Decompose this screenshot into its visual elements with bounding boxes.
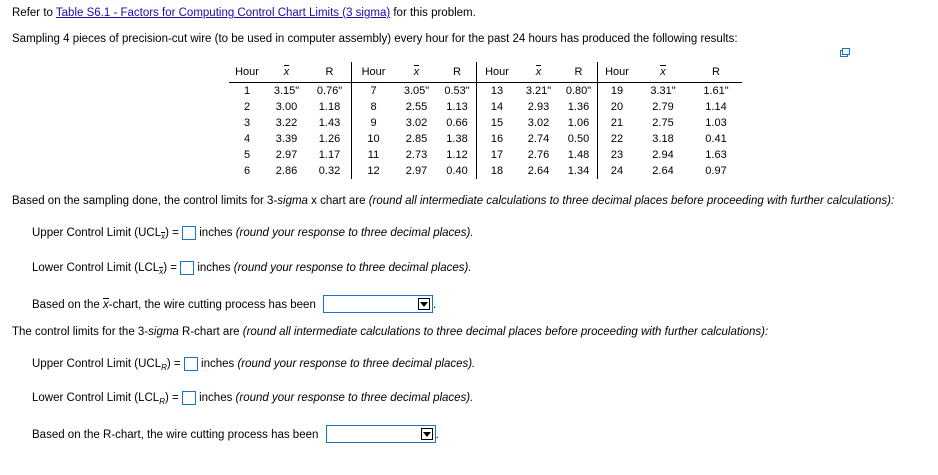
table-row <box>229 163 742 179</box>
xchart-ucl-sub: x <box>161 232 166 241</box>
xchart-process-b: -chart, the wire cutting process has been <box>108 299 316 311</box>
xchart-ucl-input[interactable] <box>182 226 196 240</box>
period: . <box>435 429 439 441</box>
xchart-lcl-line <box>32 261 472 276</box>
xchart-intro-b: x chart are <box>307 195 369 207</box>
cell-hour: 21 <box>610 117 624 129</box>
period: . <box>433 299 437 311</box>
cell-hour: 22 <box>610 133 624 145</box>
rchart-lcl-input[interactable] <box>182 391 196 405</box>
cell-r: 0.97 <box>705 165 727 177</box>
cell-hour: 4 <box>243 133 251 145</box>
xchart-lcl-label: Lower Control Limit (LCL <box>32 262 160 274</box>
xchart-intro <box>12 195 894 207</box>
cell-xbar: 2.97 <box>275 149 298 161</box>
cell-xbar: 2.85 <box>405 133 428 145</box>
cell-r: 0.40 <box>438 163 477 179</box>
col-xbar: x <box>517 62 560 83</box>
xchart-ucl-label: Upper Control Limit (UCL <box>32 227 162 239</box>
cell-hour: 12 <box>367 165 380 177</box>
cell-hour: 5 <box>243 149 251 161</box>
cell-hour: 14 <box>490 101 504 113</box>
cell-hour: 3 <box>243 117 251 129</box>
cell-hour: 13 <box>490 85 504 97</box>
cell-xbar: 2.94 <box>652 149 674 161</box>
rchart-process-line <box>32 425 439 443</box>
cell-hour: 15 <box>490 117 504 129</box>
cell-r: 1.36 <box>560 99 598 115</box>
cell-xbar: 3.18 <box>652 133 674 145</box>
xchart-process-line <box>32 295 436 313</box>
copy-icon[interactable] <box>840 48 850 58</box>
cell-hour: 17 <box>490 149 504 161</box>
col-hour: Hour <box>598 62 637 83</box>
cell-r: 1.34 <box>560 163 598 179</box>
cell-r: 1.61" <box>703 85 729 97</box>
units-text: inches <box>197 358 238 370</box>
table-row <box>229 99 742 115</box>
cell-xbar: 3.02 <box>527 117 550 129</box>
equals-sign: ) = <box>165 227 183 239</box>
equals-sign: ) = <box>166 358 184 370</box>
round-note: (round your response to three decimal places). <box>237 358 476 370</box>
round-note: (round your response to three decimal places). <box>233 262 472 274</box>
rchart-ucl-label: Upper Control Limit (UCL <box>32 358 162 370</box>
cell-xbar: 2.86 <box>275 165 298 177</box>
cell-hour: 10 <box>367 133 380 145</box>
cell-xbar: 3.02 <box>405 117 428 129</box>
cell-xbar: 2.73 <box>405 149 428 161</box>
cell-r: 1.13 <box>438 99 477 115</box>
table-row <box>229 115 742 131</box>
cell-hour: 20 <box>610 101 624 113</box>
results-table <box>229 62 742 179</box>
cell-hour: 9 <box>370 117 377 129</box>
cell-xbar: 2.75 <box>652 117 674 129</box>
cell-r: 1.17 <box>308 147 352 163</box>
col-r: R <box>308 62 352 83</box>
units-text: inches <box>195 392 236 404</box>
rchart-note: (round all intermediate calculations to three decimal places before proceeding with further calculations): <box>242 326 769 338</box>
rchart-sigma: sigma <box>148 326 179 338</box>
cell-r: 1.48 <box>560 147 598 163</box>
cell-r: 1.26 <box>308 131 352 147</box>
col-r: R <box>690 62 742 83</box>
xchart-process-x: x <box>102 299 109 311</box>
chevron-down-icon[interactable] <box>418 298 430 310</box>
round-note: (round your response to three decimal places). <box>235 392 474 404</box>
xchart-note: (round all intermediate calculations to three decimal places before proceeding with further calculations): <box>368 195 895 207</box>
cell-r: 0.50 <box>560 131 598 147</box>
cell-xbar: 2.74 <box>527 133 550 145</box>
xchart-sigma: sigma <box>277 195 308 207</box>
cell-r: 1.63 <box>705 149 727 161</box>
equals-sign: ) = <box>163 262 181 274</box>
chevron-down-icon[interactable] <box>421 428 433 440</box>
cell-hour: 2 <box>243 101 251 113</box>
col-xbar: x <box>395 62 438 83</box>
rchart-ucl-sub: R <box>161 363 167 372</box>
intro-prefix: Refer to <box>12 7 56 19</box>
cell-xbar: 2.64 <box>527 165 550 177</box>
cell-hour: 1 <box>243 85 251 97</box>
cell-hour: 16 <box>490 133 504 145</box>
cell-r: 0.80" <box>560 83 598 100</box>
col-hour: Hour <box>229 62 265 83</box>
cell-xbar: 3.39 <box>275 133 298 145</box>
cell-xbar: 2.76 <box>527 149 550 161</box>
rchart-intro-b: R-chart are <box>178 326 243 338</box>
cell-r: 0.53" <box>438 83 477 100</box>
intro-suffix: for this problem. <box>390 7 476 19</box>
rchart-process-dropdown[interactable] <box>326 425 436 443</box>
sampling-text: Sampling 4 pieces of precision-cut wire (to be used in computer assembly) every hour for the past 24 hours has produced the following results: <box>12 33 738 45</box>
factors-table-link[interactable]: Table S6.1 - Factors for Computing Control Chart Limits (3 sigma) <box>55 7 391 19</box>
xchart-process-a: Based on the <box>32 299 103 311</box>
cell-r: 1.12 <box>438 147 477 163</box>
rchart-lcl-line <box>32 391 473 406</box>
rchart-ucl-line <box>32 357 475 372</box>
rchart-intro-a: The control limits for the 3- <box>12 326 149 338</box>
cell-hour: 11 <box>367 149 380 161</box>
rchart-lcl-label: Lower Control Limit (LCL <box>32 392 160 404</box>
cell-r: 0.76" <box>308 83 352 100</box>
table-row <box>229 147 742 163</box>
col-xbar: x <box>265 62 308 83</box>
cell-xbar: 3.15" <box>273 85 300 97</box>
cell-r: 0.41 <box>705 133 727 145</box>
table-row <box>229 131 742 147</box>
col-hour: Hour <box>477 62 518 83</box>
cell-r: 1.18 <box>308 99 352 115</box>
equals-sign: ) = <box>164 392 182 404</box>
xchart-lcl-sub: x <box>159 267 164 276</box>
cell-xbar: 3.22 <box>275 117 298 129</box>
cell-r: 1.38 <box>438 131 477 147</box>
intro-line <box>12 7 476 19</box>
cell-hour: 24 <box>610 165 624 177</box>
cell-xbar: 2.64 <box>652 165 674 177</box>
cell-xbar: 2.93 <box>527 101 550 113</box>
cell-hour: 23 <box>610 149 624 161</box>
rchart-intro <box>12 326 768 338</box>
xchart-ucl-line <box>32 226 473 241</box>
rchart-lcl-sub: R <box>159 397 165 406</box>
xchart-intro-a: Based on the sampling done, the control limits for 3- <box>12 195 278 207</box>
round-note: (round your response to three decimal places). <box>235 227 474 239</box>
cell-xbar: 3.05" <box>403 85 430 97</box>
cell-r: 0.32 <box>308 163 352 179</box>
rchart-process-text: Based on the R-chart, the wire cutting process has been <box>32 429 319 441</box>
cell-xbar: 3.21" <box>525 85 552 97</box>
cell-xbar: 2.79 <box>652 101 674 113</box>
table-header-row <box>229 62 742 83</box>
table-row <box>229 83 742 100</box>
cell-hour: 18 <box>490 165 504 177</box>
cell-r: 0.66 <box>438 115 477 131</box>
units-text: inches <box>196 227 236 239</box>
cell-xbar: 2.55 <box>405 101 428 113</box>
cell-r: 1.03 <box>705 117 727 129</box>
cell-r: 1.06 <box>560 115 598 131</box>
xchart-lcl-input[interactable] <box>180 261 194 275</box>
col-r: R <box>438 62 477 83</box>
col-r: R <box>560 62 598 83</box>
col-xbar: x <box>636 62 690 83</box>
xchart-process-dropdown[interactable] <box>323 295 433 313</box>
cell-r: 1.43 <box>308 115 352 131</box>
rchart-ucl-input[interactable] <box>184 357 198 371</box>
cell-hour: 6 <box>243 165 251 177</box>
cell-r: 1.14 <box>705 101 727 113</box>
cell-xbar: 3.00 <box>275 101 298 113</box>
cell-xbar: 2.97 <box>405 165 428 177</box>
cell-xbar: 3.31" <box>650 85 676 97</box>
cell-hour: 19 <box>610 85 624 97</box>
cell-hour: 7 <box>370 85 377 97</box>
units-text: inches <box>194 262 234 274</box>
cell-hour: 8 <box>370 101 377 113</box>
col-hour: Hour <box>352 62 396 83</box>
